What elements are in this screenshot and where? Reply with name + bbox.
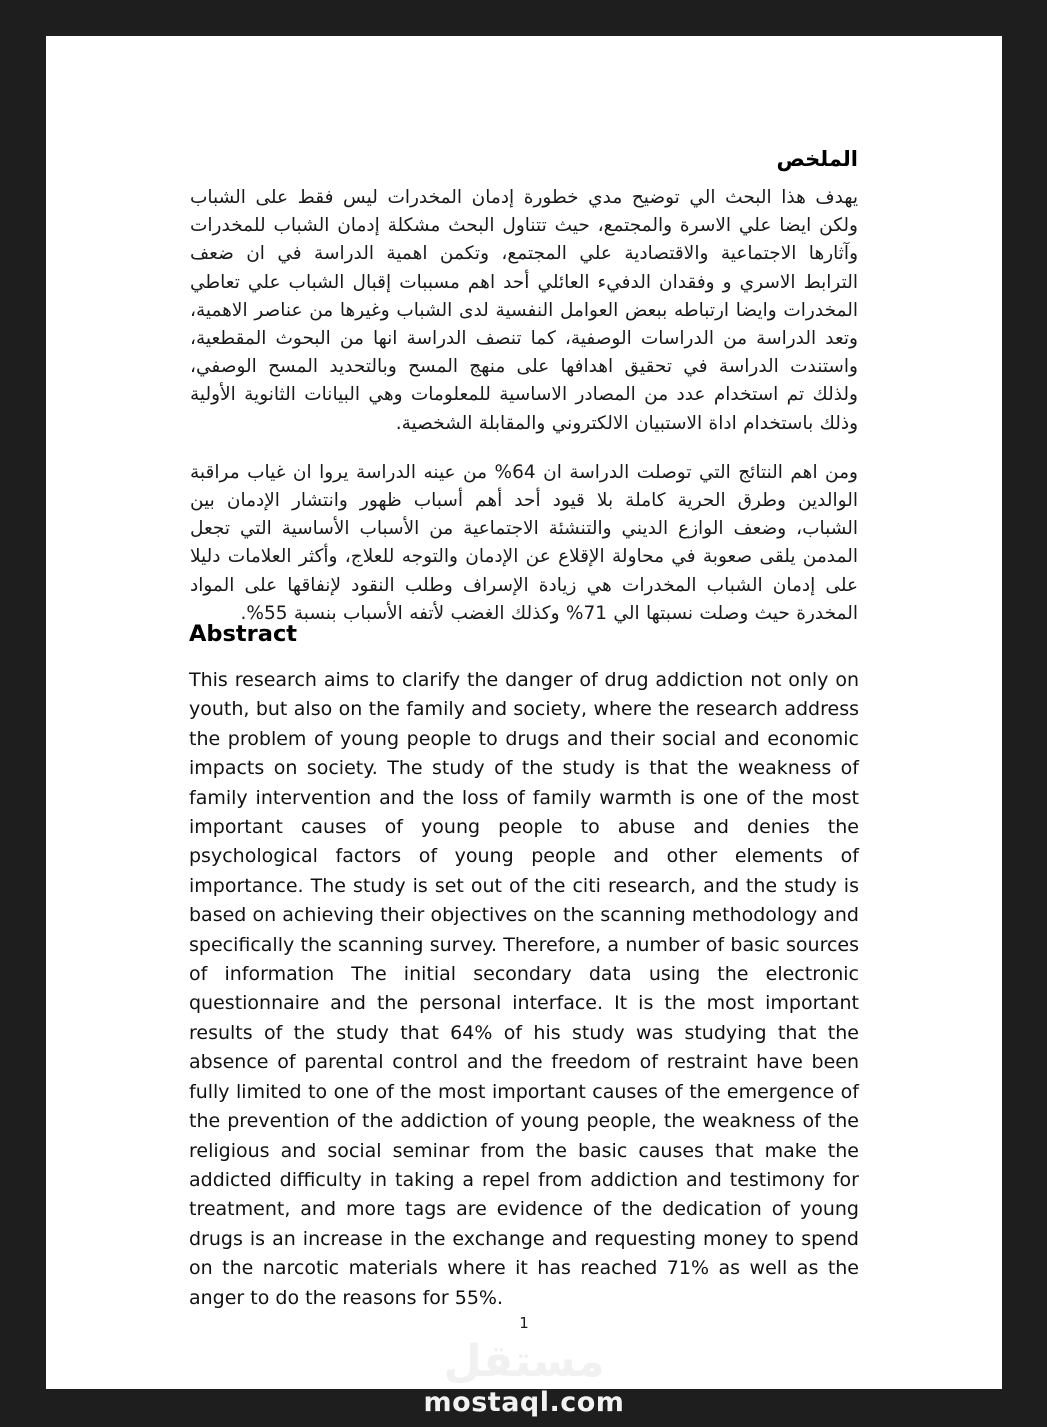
mostaql-watermark — [46, 1336, 1002, 1418]
page-number: 1 — [519, 1314, 529, 1332]
arabic-abstract-section — [190, 146, 858, 628]
arabic-abstract-paragraph: يهدف هذا البحث الي توضيح مدي خطورة إدمان المخدرات ليس فقط على الشباب ولكن ايضا علي الاسرة والمجتمع، حيث تتناول البحث مشكلة إدمان الشباب للمخدرات وآثارها الاجتماعية والاقتصادية علي المجتمع، وتكمن اهمية الدراسة في ان ضعف الترابط الاسري و وفقدان الدفيء العائلي أحد اهم مسببات إقبال الشباب علي تعاطي المخدرات وايضا ارتباطه ببعض العوامل النفسية لدى الشباب وغيرها من عناصر الاهمية، وتعد الدراسة من الدراسات الوصفية، كما تنصف الدراسة انها من البحوث المقطعية، واستندت الدراسة في تحقيق اهدافها على منهج المسح وبالتحديد المسح الوصفي، ولذلك تم استخدام عدد من المصادر الاساسية للمعلومات وهي البيانات الثانوية الأولية وذلك باستخدام اداة الاستبيان الالكتروني والمقابلة الشخصية. — [190, 187, 858, 434]
english-abstract-paragraph: This research aims to clarify the danger of drug addiction not only on youth, but also on the family and society, where the research address the problem of young people to drugs and their social and economic impacts on society. The study of the study is that the weakness of family intervention and the loss of family warmth is one of the most important causes of young people to abuse and denies the psychological factors of young people and other elements of importance. The study is set out of the citi research, and the study is based on achieving their objectives on the scanning methodology and specifically the scanning survey. Therefore, a number of basic sources of information The initial secondary data using the electronic questionnaire and the personal interface. It is the most important results of the study that 64% of his study was studying that the absence of parental control and the freedom of restraint have been fully limited to one of the most important causes of the emergence of the prevention of the addiction of young people, the weakness of the religious and social seminar from the basic causes that make the addicted difficulty in taking a repel from addiction and testimony for treatment, and more tags are evidence of the dedication of young drugs is an increase in the exchange and requesting money to spend on the narcotic materials where it has reached 71% as well as the anger to do the reasons for 55%. — [189, 669, 859, 1309]
watermark-arabic-logo: مستقل — [443, 1336, 605, 1387]
english-abstract-title: Abstract — [189, 621, 298, 647]
watermark-url: mostaql.com — [423, 1387, 625, 1418]
english-abstract-section — [189, 620, 859, 1313]
document-page — [46, 36, 1002, 1418]
arabic-abstract-paragraph: ومن اهم النتائج التي توصلت الدراسة ان 64% من عينه الدراسة يروا ان غياب مراقبة الوالدين وطرق الحرية كاملة بلا قيود أحد أهم أسباب ظهور وانتشار الإدمان بين الشباب، وضعف الوازع الديني والتنشئة الاجتماعية من الأسباب الأساسية التي تجعل المدمن يلقى صعوبة في محاولة الإقلاع عن الإدمان والتوجه للعلاج، وأكثر العلامات دليلا على إدمان الشباب المخدرات هي زيادة الإسراف وطلب النقود لإنفاقها على المواد المخدرة حيث وصلت نسبتها الي 71% وكذلك الغضب لأتفه الأسباب بنسبة 55%. — [190, 461, 858, 624]
arabic-abstract-title: الملخص — [776, 147, 858, 171]
